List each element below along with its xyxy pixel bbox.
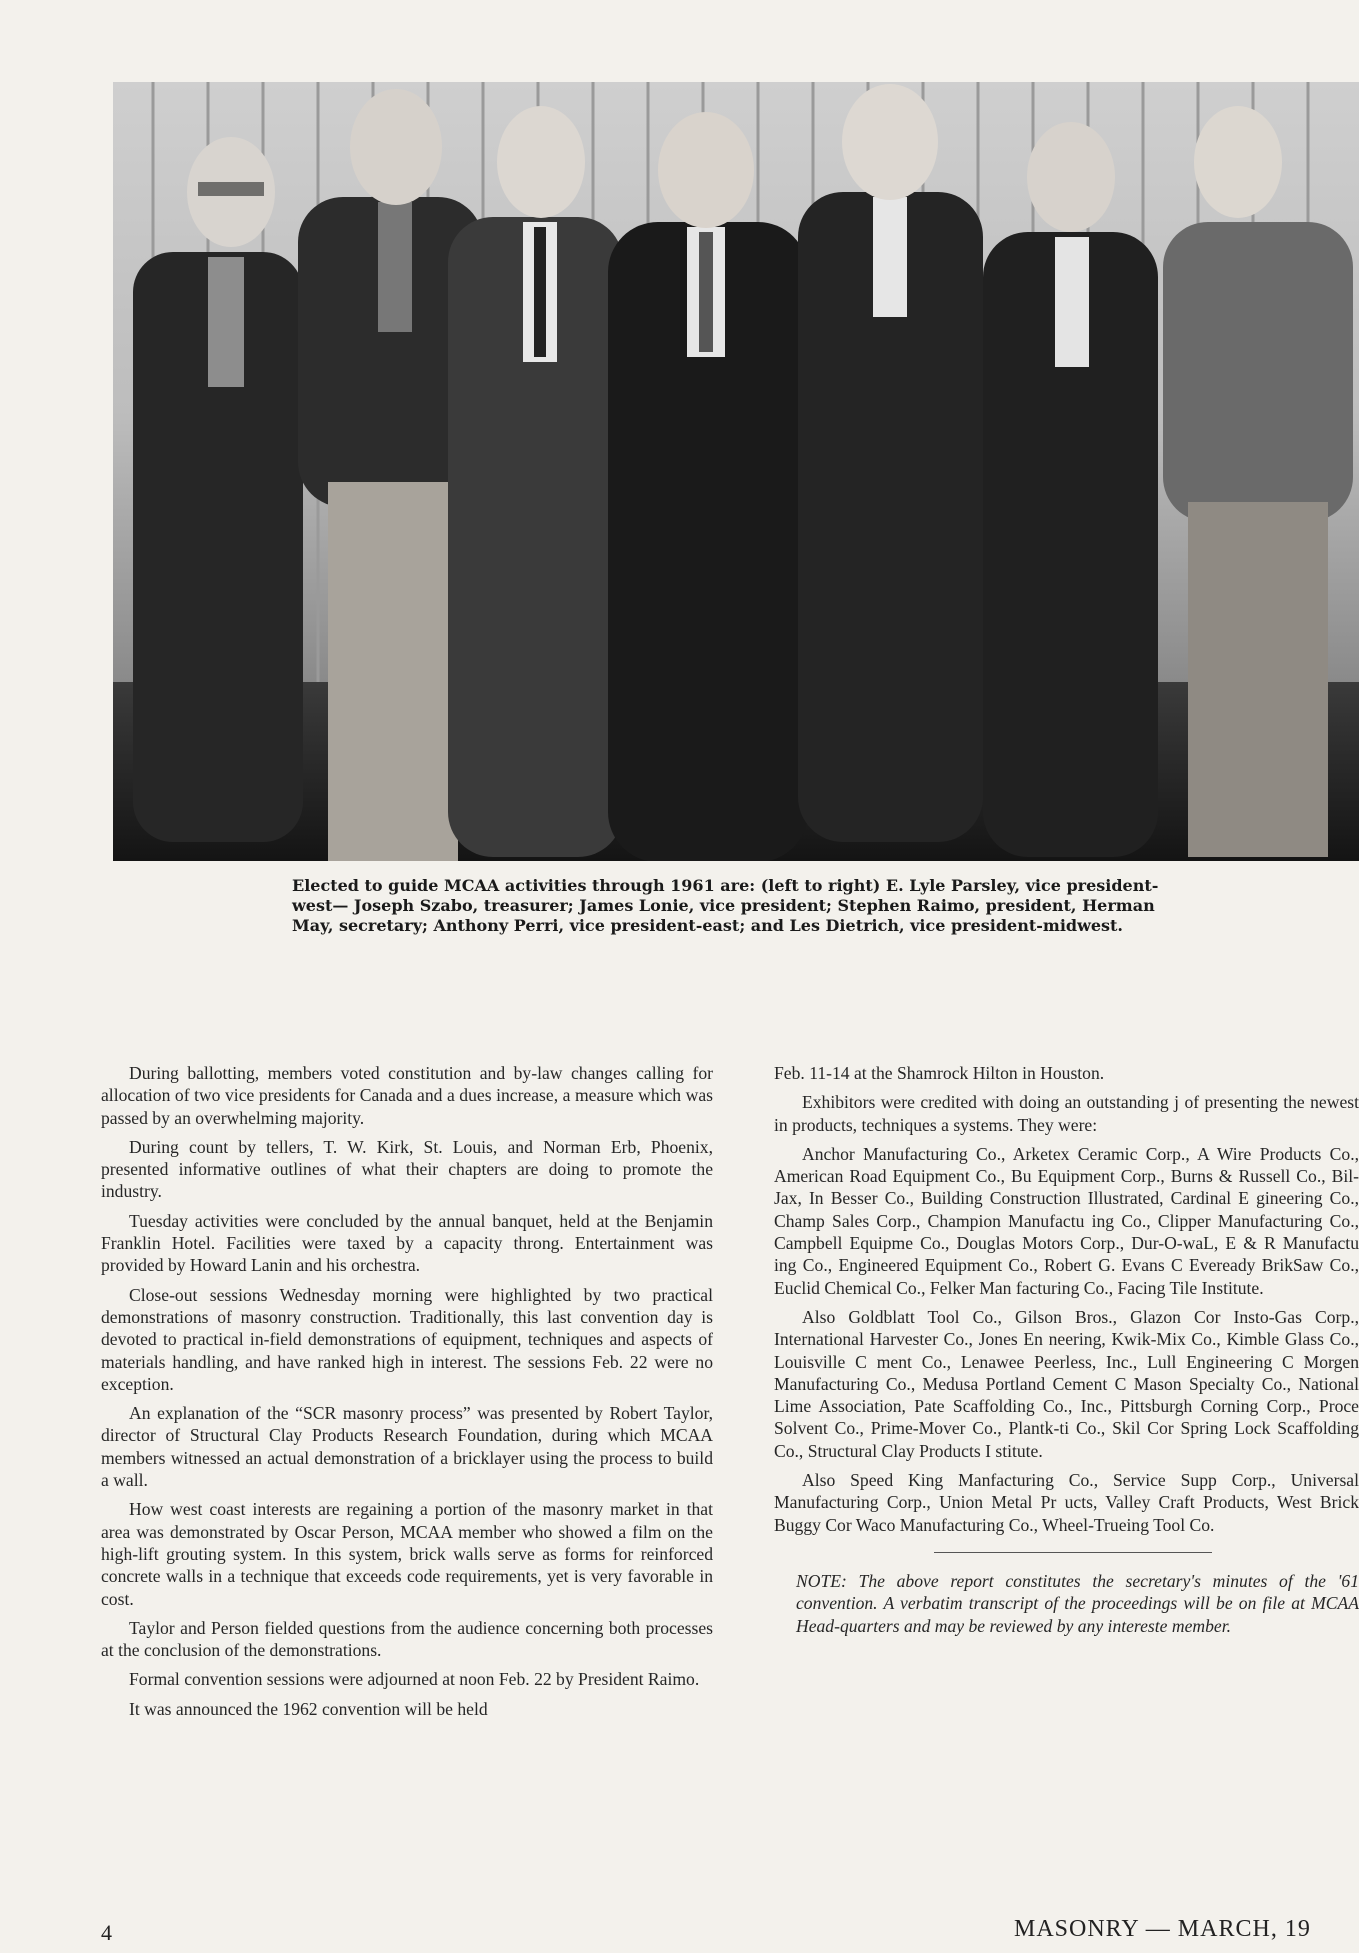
paragraph: It was announced the 1962 convention will be held <box>129 1698 488 1719</box>
paragraph: Exhibitors were credited with doing an outstanding j of presenting the newest in products, techniques a systems. They were: <box>774 1092 1359 1135</box>
left-column <box>101 1062 713 1727</box>
paragraph: Formal convention sessions were adjourned at noon Feb. 22 by President Raimo. <box>129 1669 700 1690</box>
paragraph: An explanation of the “SCR masonry process” was presented by Robert Taylor, director of Structural Clay Products Research Foundation, during which MCAA members witnessed an actual demonstration of a bricklayer using the process to build a wall. <box>101 1403 713 1491</box>
exhibitor-list: Also Goldblatt Tool Co., Gilson Bros., Glazon Cor Insto-Gas Corp., International Harvester Co., Jones En neering, Kwik-Mix Co., Kimble Glass Co., Louisville C ment Co., Lenawee Peerless, Inc., Lull Engineering C Morgen Manufacturing Co., Medusa Portland Cement C Mason Specialty Co., National Lime Association, Pate Scaffolding Co., Inc., Pittsburgh Corning Corp., Proce Solvent Co., Prime-Mover Co., Plantk-ti Co., Skil Cor Spring Lock Scaffolding Co., Structural Clay Products I stitute. <box>774 1306 1359 1461</box>
paragraph: Close-out sessions Wednesday morning were highlighted by two practical demonstrations of masonry construction. Traditionally, this last convention day is devoted to practical in-field demonstrations of equipment, techniques and aspects of materials handling, and have ranked high in interest. The sessions Feb. 22 were no exception. <box>101 1284 713 1394</box>
paragraph: How west coast interests are regaining a portion of the masonry market in that area was demonstrated by Oscar Person, MCAA member who showed a film on the high-lift grouting system. In this system, brick walls serve as forms for reinforced concrete walls in a technique that exceeds code requirements, yet is very favorable in cost. <box>101 1499 713 1609</box>
running-title: MASONRY — MARCH, 19 <box>1014 1916 1311 1942</box>
paragraph: Taylor and Person fielded questions from the audience concerning both processes at the conclusion of the demonstrations. <box>101 1617 713 1661</box>
paragraph: Tuesday activities were concluded by the annual banquet, held at the Benjamin Franklin Hotel. Facilities were taxed by a capacity throng. Entertainment was provided by Howard Lanin and his orchestra. <box>101 1210 713 1276</box>
paragraph: During ballotting, members voted constitution and by-law changes calling for allocation of two vice presidents for Canada and a dues increase, a measure which was passed by an overwhelming majority. <box>101 1063 713 1128</box>
page-number: 4 <box>101 1920 112 1945</box>
paragraph-continuation: Feb. 11-14 at the Shamrock Hilton in Houston. <box>774 1063 1105 1083</box>
exhibitor-list: Anchor Manufacturing Co., Arketex Ceramic Corp., A Wire Products Co., American Road Equipment Co., Bu Equipment Corp., Burns & Russell Co., Bil-Jax, In Besser Co., Building Construction Illustrated, Cardinal E gineering Co., Champ Sales Corp., Champion Manufactu ing Co., Clipper Manufacturing Co., Campbell Equipme Co., Douglas Motors Corp., Dur-O-waL, E & R Manufactu ing Co., Engineered Equipment Co., Robert G. Evans C Eveready BrikSaw Co., Euclid Chemical Co., Felker Man facturing Co., Facing Tile Institute. <box>774 1143 1359 1298</box>
divider <box>934 1552 1212 1553</box>
editor-note: NOTE: The above report constitutes the secretary's minutes of the '61 convention. A verbatim transcript of the proceedings will be on file at MCAA Head-quarters and may be reviewed by any intereste member. <box>796 1570 1359 1636</box>
group-photo <box>113 82 1359 861</box>
right-column <box>774 1062 1359 1644</box>
photo-caption: Elected to guide MCAA activities through 1961 are: (left to right) E. Lyle Parsley, vice president-west— Joseph Szabo, treasurer; James Lonie, vice president; Stephen Raimo, president, Herman May, secretary; Anthony Perri, vice president-east; and Les Dietrich, vice president-midwest. <box>292 876 1159 935</box>
paragraph: During count by tellers, T. W. Kirk, St. Louis, and Norman Erb, Phoenix, presented informative outlines of what their chapters are doing to promote the industry. <box>101 1136 713 1202</box>
group-photo-icon <box>113 82 1359 861</box>
exhibitor-list: Also Speed King Manfacturing Co., Service Supp Corp., Universal Manufacturing Corp., Union Metal Pr ucts, Valley Craft Products, West Brick Buggy Cor Waco Manufacturing Co., Wheel-Trueing Tool Co. <box>774 1470 1359 1535</box>
